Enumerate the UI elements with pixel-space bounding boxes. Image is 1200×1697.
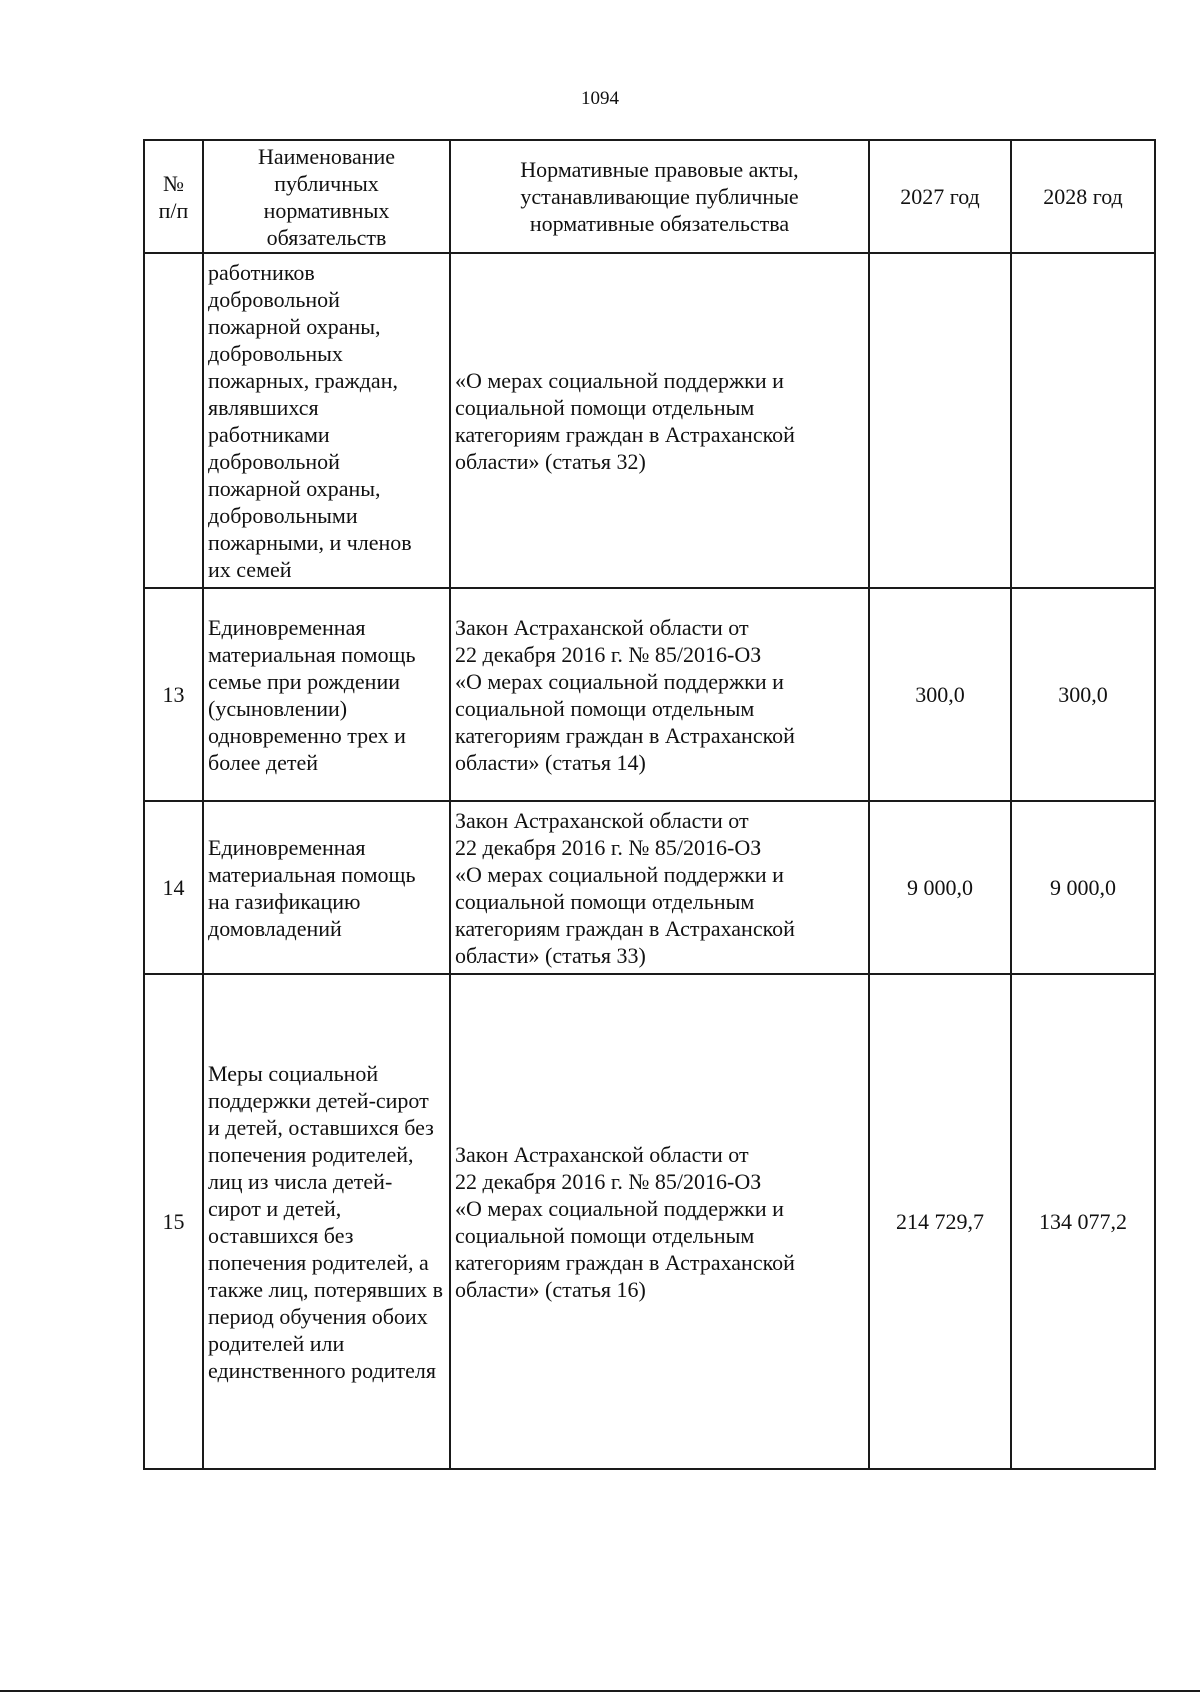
legal-act: «О мерах социальной поддержки и социальной помощи отдельным категориям граждан в Астраханской области» (статья 32) xyxy=(450,253,869,588)
header-name: Наименование публичных нормативных обязательств xyxy=(203,140,450,253)
value-2027: 300,0 xyxy=(869,588,1011,801)
legal-act: Закон Астраханской области от 22 декабря 2016 г. № 85/2016-ОЗ «О мерах социальной поддержки и социальной помощи отдельным категориям граждан в Астраханской области» (статья 14) xyxy=(450,588,869,801)
table-header-row xyxy=(144,140,1155,253)
obligation-name: Меры социальной поддержки детей-сирот и детей, оставшихся без попечения родителей, лиц из числа детей-сирот и детей, оставшихся без попечения родителей, а также лиц, потерявших в период обучения обоих родителей или единственного родителя xyxy=(203,974,450,1469)
value-2028 xyxy=(1011,253,1155,588)
row-number xyxy=(144,253,203,588)
page-number: 1094 xyxy=(581,88,619,109)
table-row xyxy=(144,801,1155,974)
row-number: 15 xyxy=(144,974,203,1469)
table-row xyxy=(144,588,1155,801)
value-2027 xyxy=(869,253,1011,588)
row-number: 14 xyxy=(144,801,203,974)
value-2027: 214 729,7 xyxy=(869,974,1011,1469)
value-2027: 9 000,0 xyxy=(869,801,1011,974)
legal-act: Закон Астраханской области от 22 декабря 2016 г. № 85/2016-ОЗ «О мерах социальной поддержки и социальной помощи отдельным категориям граждан в Астраханской области» (статья 33) xyxy=(450,801,869,974)
header-2027: 2027 год xyxy=(869,140,1011,253)
header-num: № п/п xyxy=(144,140,203,253)
table-row xyxy=(144,974,1155,1469)
value-2028: 9 000,0 xyxy=(1011,801,1155,974)
obligation-name: Единовременная материальная помощь на газификацию домовладений xyxy=(203,801,450,974)
obligation-name: работников добровольной пожарной охраны, добровольных пожарных, граждан, являвшихся работниками добровольной пожарной охраны, добровольными пожарными, и членов их семей xyxy=(203,253,450,588)
obligations-table xyxy=(143,139,1156,1470)
obligation-name: Единовременная материальная помощь семье при рождении (усыновлении) одновременно трех и более детей xyxy=(203,588,450,801)
header-act: Нормативные правовые акты, устанавливающие публичные нормативные обязательства xyxy=(450,140,869,253)
value-2028: 300,0 xyxy=(1011,588,1155,801)
legal-act: Закон Астраханской области от 22 декабря 2016 г. № 85/2016-ОЗ «О мерах социальной поддержки и социальной помощи отдельным категориям граждан в Астраханской области» (статья 16) xyxy=(450,974,869,1469)
table-row xyxy=(144,253,1155,588)
header-2028: 2028 год xyxy=(1011,140,1155,253)
footer-rule xyxy=(0,1690,1200,1692)
row-number: 13 xyxy=(144,588,203,801)
value-2028: 134 077,2 xyxy=(1011,974,1155,1469)
